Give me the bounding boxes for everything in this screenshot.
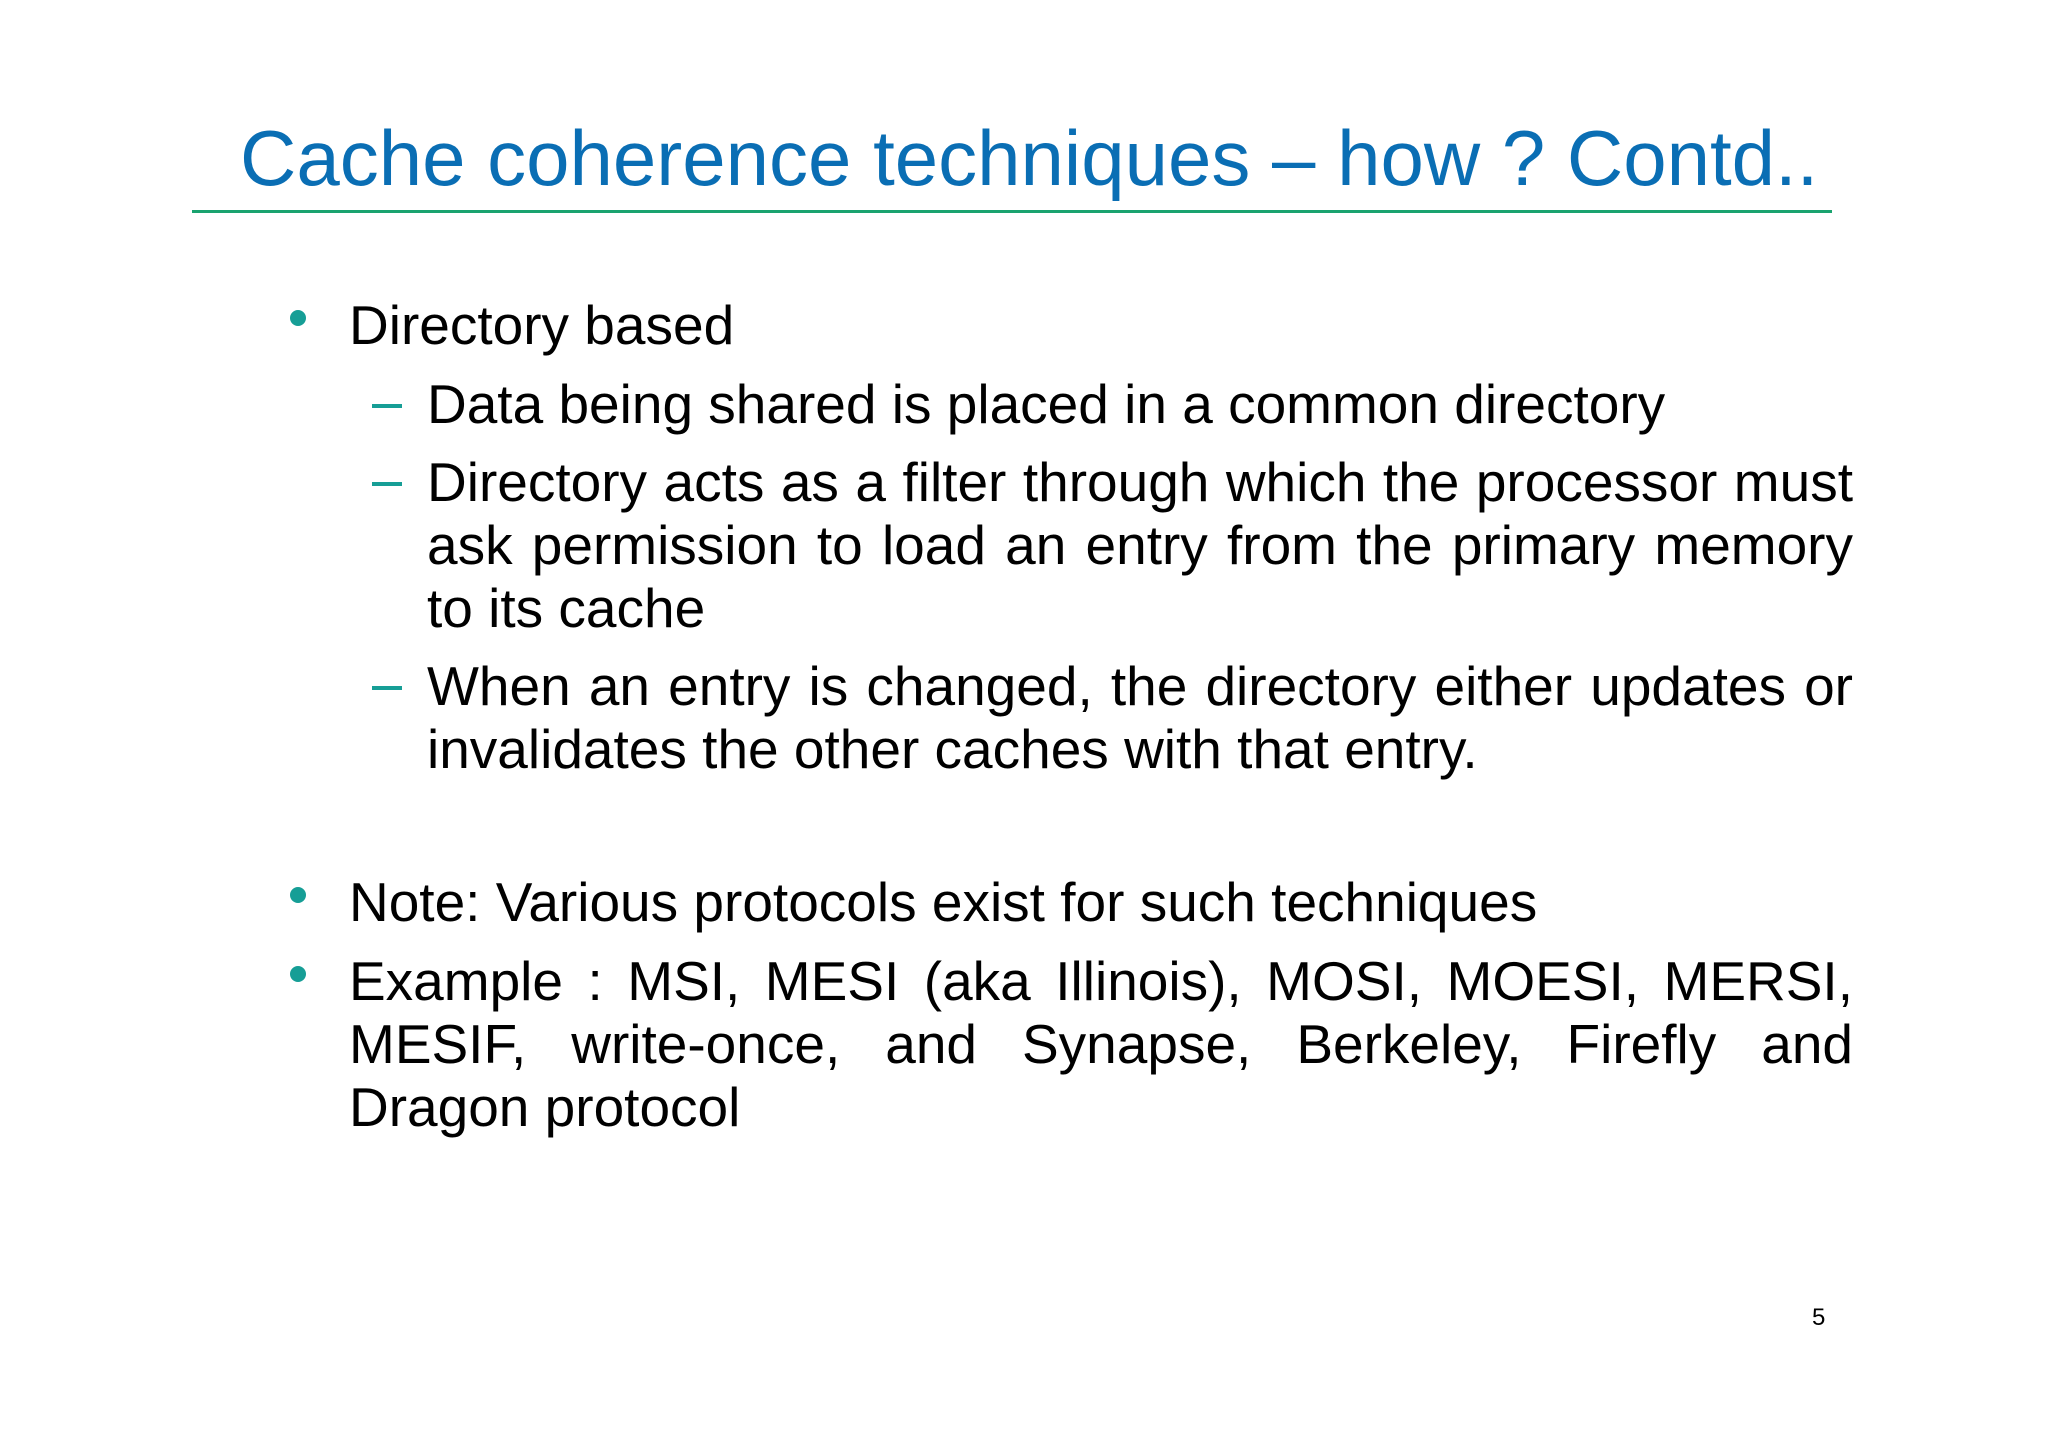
- subitem-entry-changed: When an entry is changed, the directory either updates or invalidates the other caches with that entry.: [427, 655, 1853, 780]
- bullet-directory-based: Directory based: [349, 294, 735, 356]
- dash-marker-icon: [372, 686, 402, 690]
- bullet-marker-icon: [290, 887, 306, 903]
- page-number: 5: [1812, 1304, 1826, 1331]
- subitem-directory-filter: Directory acts as a filter through which the processor must ask permission to load an entry from the primary memory to its cache: [427, 451, 1853, 639]
- title-underline: [192, 210, 1832, 213]
- bullet-note: Note: Various protocols exist for such techniques: [349, 871, 1538, 933]
- bullet-example-protocols: Example : MSI, MESI (aka Illinois), MOSI, MOESI, MERSI, MESIF, write-once, and Synapse, Berkeley, Firefly and Dragon protocol: [349, 950, 1853, 1138]
- slide-title: Cache coherence techniques – how ? Contd..: [240, 114, 1819, 202]
- dash-marker-icon: [372, 482, 402, 486]
- bullet-marker-icon: [290, 966, 306, 982]
- bullet-marker-icon: [290, 310, 306, 326]
- dash-marker-icon: [372, 404, 402, 408]
- subitem-common-directory: Data being shared is placed in a common directory: [427, 373, 1666, 435]
